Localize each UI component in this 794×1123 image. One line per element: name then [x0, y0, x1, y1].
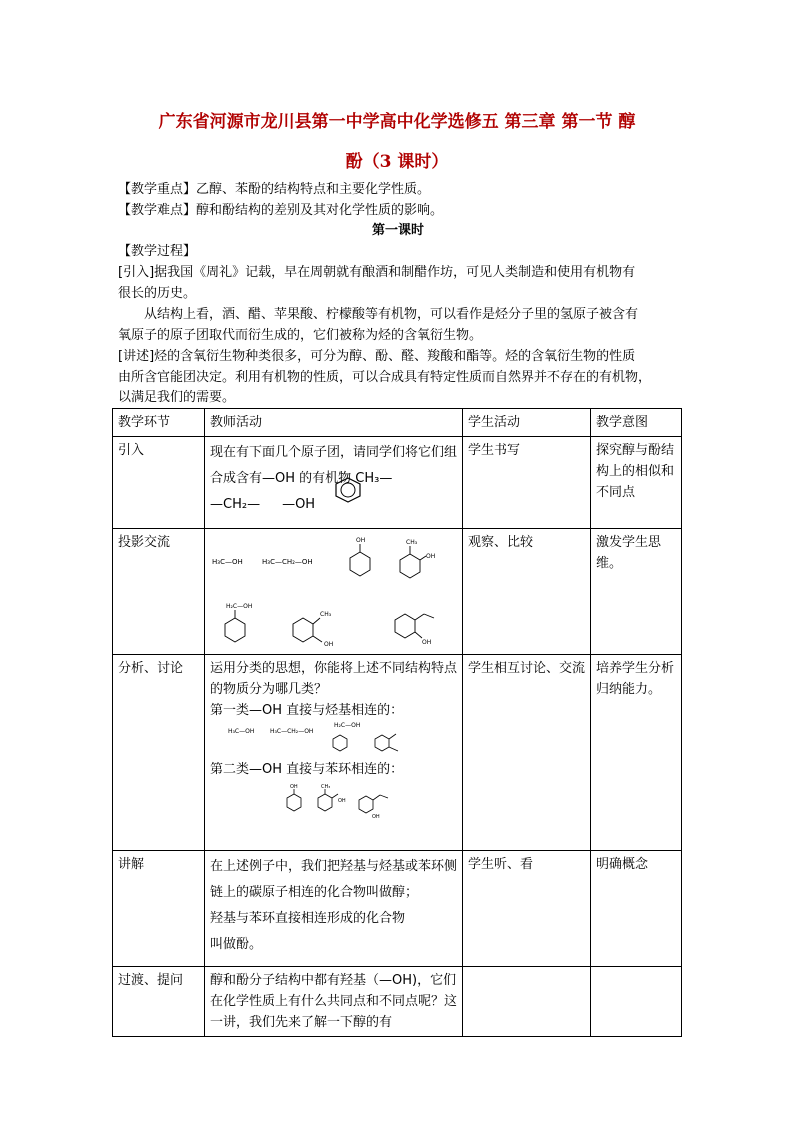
row-intent: 培养学生分析归纳能力。	[591, 655, 682, 851]
row-teacher	[205, 655, 463, 851]
row-stage: 讲解	[113, 851, 205, 967]
methanol-label: H₃C—OH	[212, 558, 243, 566]
row-intent: 探究醇与酚结构上的相似和不同点	[591, 437, 682, 529]
table-row	[113, 967, 682, 1037]
table-row	[113, 851, 682, 967]
row-student: 学生听、看	[463, 851, 591, 967]
teacher-explanation-2: 羟基与苯环直接相连形成的化合物	[210, 911, 406, 926]
class2-cresol-ch3-label: CH₃	[321, 784, 331, 790]
row-stage: 分析、讨论	[113, 655, 205, 851]
header-stage: 教学环节	[113, 409, 205, 437]
intro-paragraph-1: [引入]据我国《周礼》记载，早在周朝就有酿酒和制醋作坊，可见人类制造和使用有机物有	[118, 265, 636, 280]
class2-cresol-oh-label: OH	[338, 798, 346, 804]
table-header-row	[113, 409, 682, 437]
document-title-line-1: 广东省河源市龙川县第一中学高中化学选修五 第三章 第一节 醇	[158, 112, 636, 132]
group-ch2: —CH₂—	[210, 497, 261, 512]
difficulties: 【教学难点】醇和酚结构的差别及其对化学性质的影响。	[118, 203, 444, 218]
class-two-structures	[210, 780, 458, 820]
row-stage: 投影交流	[113, 529, 205, 655]
header-teacher: 教师活动	[205, 409, 463, 437]
header-student: 学生活动	[463, 409, 591, 437]
lesson-table	[112, 408, 682, 1037]
lesson-heading: 第一课时	[371, 223, 424, 238]
row-stage: 引入	[113, 437, 205, 529]
class1-ethanol-label: H₃C—CH₂—OH	[270, 728, 314, 735]
phenol-oh-label: OH	[356, 537, 366, 544]
benzene-ring-icon	[333, 476, 363, 504]
row-intent	[591, 967, 682, 1037]
class-two-label: 第二类—OH 直接与苯环相连的：	[210, 762, 404, 777]
row-student	[463, 967, 591, 1037]
intro-paragraph-3: [讲述]烃的含氧衍生物种类很多，可分为醇、酚、醛、羧酸和酯等。烃的含氧衍生物的性质	[118, 349, 636, 364]
row-student: 学生相互讨论、交流	[463, 655, 591, 851]
class2-ethylphenol-oh-label: OH	[372, 814, 380, 820]
row-student: 观察、比较	[463, 529, 591, 655]
header-intent: 教学意图	[591, 409, 682, 437]
row-intent: 明确概念	[591, 851, 682, 967]
teacher-text-main: 现在有下面几个原子团，请同学们将它们组合成含有—OH 的有机物 CH₃—	[210, 445, 458, 486]
key-points: 【教学重点】乙醇、苯酚的结构特点和主要化学性质。	[118, 182, 431, 197]
intro-paragraph-2: 从结构上看，酒、醋、苹果酸、柠檬酸等有机物，可以看作是烃分子里的氢原子被含有	[144, 307, 639, 322]
intro-paragraph-3b: 由所含官能团决定。利用有机物的性质，可以合成具有特定性质而自然界并不存在的有机物，	[118, 370, 652, 385]
class2-phenol-oh-label: OH	[290, 784, 298, 790]
row-intent: 激发学生思维。	[591, 529, 682, 655]
document-title-line-2: 酚（3 课时）	[345, 152, 449, 172]
methylbenzyl-ch3-label: CH₃	[320, 611, 332, 618]
group-oh: —OH	[282, 497, 316, 512]
teacher-groups	[210, 492, 457, 518]
intro-paragraph-3c: 以满足我们的需要。	[118, 390, 236, 405]
row-teacher: 醇和酚分子结构中都有羟基（—OH)，它们在化学性质上有什么共同点和不同点呢？这一讲，我们先来了解一下醇的有	[205, 967, 463, 1037]
row-student: 学生书写	[463, 437, 591, 529]
row-teacher	[205, 851, 463, 967]
class1-benzyl-label: H₂C—OH	[334, 722, 361, 729]
cresol-oh-label: OH	[426, 553, 436, 560]
teacher-explanation-3: 叫做酚。	[210, 937, 263, 952]
row-teacher-structures	[205, 529, 463, 655]
table-row	[113, 529, 682, 655]
ethylphenol-oh-label: OH	[422, 639, 432, 646]
intro-paragraph-1b: 很长的历史。	[118, 286, 197, 301]
intro-paragraph-2b: 氧原子的原子团取代而衍生成的，它们被称为烃的含氧衍生物。	[118, 328, 483, 343]
molecule-structures-figure	[210, 532, 458, 650]
benzyl-alcohol-label: H₂C—OH	[226, 603, 253, 610]
teacher-explanation-1: 在上述例子中，我们把羟基与烃基或苯环侧链上的碳原子相连的化合物叫做醇；	[210, 859, 458, 900]
table-row	[113, 655, 682, 851]
class1-methanol-label: H₃C—OH	[228, 728, 255, 735]
teacher-question: 运用分类的思想，你能将上述不同结构特点的物质分为哪几类？	[210, 661, 458, 697]
cresol-ch3-label: CH₃	[406, 539, 418, 546]
row-teacher	[205, 437, 463, 529]
table-row	[113, 437, 682, 529]
ethanol-label: H₃C—CH₂—OH	[262, 558, 313, 566]
class-one-label: 第一类—OH 直接与烃基相连的：	[210, 703, 404, 718]
row-stage: 过渡、提问	[113, 967, 205, 1037]
methylbenzyl-oh-label: OH	[324, 641, 334, 648]
class-one-structures	[210, 721, 458, 759]
process-heading: 【教学过程】	[118, 244, 197, 259]
